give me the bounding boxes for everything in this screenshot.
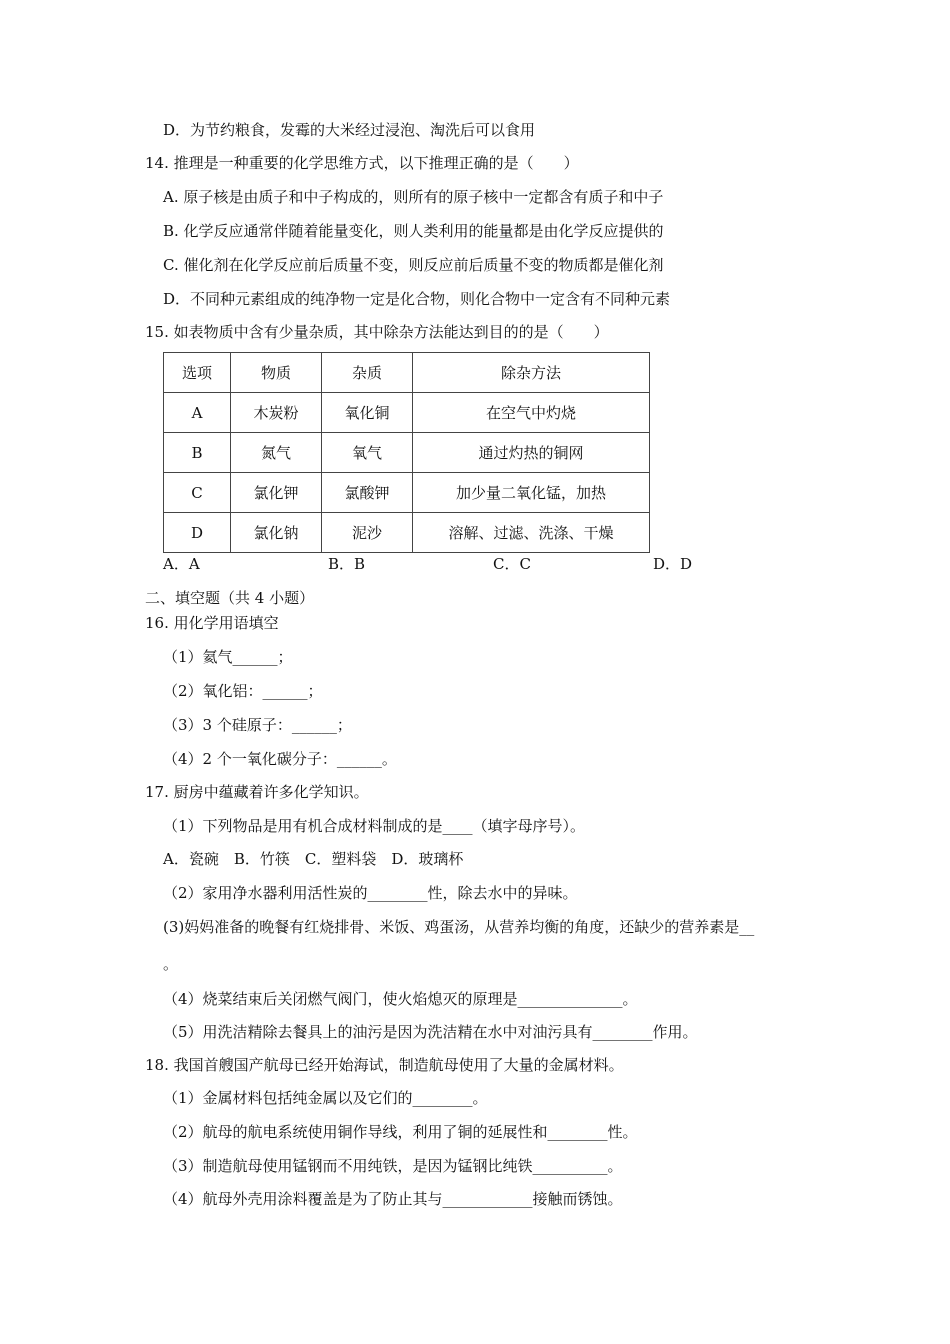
q17-part5: （5）用洗洁精除去餐具上的油污是因为洗洁精在水中对油污具有________作用。 [163,1023,698,1041]
table-header: 杂质 [322,353,413,393]
q17-stem: 17. 厨房中蕴藏着许多化学知识。 [145,783,369,801]
q18-part4: （4）航母外壳用涂料覆盖是为了防止其与____________接触而锈蚀。 [163,1190,623,1208]
q16-part3: （3）3 个硅原子：______； [163,716,352,734]
table-header: 除杂方法 [413,353,650,393]
q17-part1: （1）下列物品是用有机合成材料制成的是____（填字母序号）。 [163,817,586,835]
q14-option-b: B. 化学反应通常伴随着能量变化，则人类利用的能量都是由化学反应提供的 [163,222,664,240]
table-header: 物质 [231,353,322,393]
table-header-row [164,353,650,393]
table-cell: 氯化钠 [231,513,322,553]
q15-stem: 15. 如表物质中含有少量杂质，其中除杂方法能达到目的的是（ ） [145,323,609,341]
q14-option-d: D．不同种元素组成的纯净物一定是化合物，则化合物中一定含有不同种元素 [163,290,671,308]
q14-stem: 14. 推理是一种重要的化学思维方式，以下推理正确的是（ ） [145,154,579,172]
q17-part3: (3)妈妈准备的晚餐有红烧排骨、米饭、鸡蛋汤，从营养均衡的角度，还缺少的营养素是__ [163,918,755,936]
q14-option-c: C. 催化剂在化学反应前后质量不变，则反应前后质量不变的物质都是催化剂 [163,256,664,274]
table-cell: 加少量二氧化锰，加热 [413,473,650,513]
table-cell: B [164,433,231,473]
section-title: 二、填空题（共 4 小题） [145,589,315,607]
q13-option-d: D．为节约粮食，发霉的大米经过浸泡、淘洗后可以食用 [163,121,536,139]
q15-choice-b: B．B [328,555,366,573]
q16-part4: （4）2 个一氧化碳分子：______。 [163,750,397,768]
table-cell: 氯酸钾 [322,473,413,513]
q18-part3: （3）制造航母使用锰钢而不用纯铁，是因为锰钢比纯铁__________。 [163,1157,623,1175]
q18-part1: （1）金属材料包括纯金属以及它们的________。 [163,1089,488,1107]
q18-stem: 18. 我国首艘国产航母已经开始海试，制造航母使用了大量的金属材料。 [145,1056,624,1074]
q16-part2: （2）氧化铝：______； [163,682,323,700]
table-cell: 溶解、过滤、洗涤、干燥 [413,513,650,553]
q14-option-a: A. 原子核是由质子和中子构成的，则所有的原子核中一定都含有质子和中子 [163,188,664,206]
table-header: 选项 [164,353,231,393]
q15-choice-d: D．D [653,555,693,573]
table-cell: 通过灼热的铜网 [413,433,650,473]
q17-part4: （4）烧菜结束后关闭燃气阀门，使火焰熄灭的原理是______________。 [163,990,638,1008]
table-cell: 氧气 [322,433,413,473]
table-cell: 氯化钾 [231,473,322,513]
q17-part2: （2）家用净水器利用活性炭的________性，除去水中的异味。 [163,884,578,902]
table-row [164,473,650,513]
q15-choice-c: C．C [493,555,531,573]
table-cell: 泥沙 [322,513,413,553]
table-row [164,433,650,473]
impurity-table [163,352,650,553]
q17-part1-options: A．瓷碗 B．竹筷 C．塑料袋 D．玻璃杯 [163,850,464,868]
table-cell: D [164,513,231,553]
table-cell: A [164,393,231,433]
table-cell: C [164,473,231,513]
q15-choices [163,554,723,574]
q15-choice-a: A．A [163,555,200,573]
q16-part1: （1）氦气______； [163,648,293,666]
q16-stem: 16. 用化学用语填空 [145,614,279,632]
table-cell: 氧化铜 [322,393,413,433]
table-row [164,393,650,433]
table-row [164,513,650,553]
q18-part2: （2）航母的航电系统使用铜作导线，利用了铜的延展性和________性。 [163,1123,638,1141]
q17-part3-end: 。 [163,955,179,973]
table-cell: 在空气中灼烧 [413,393,650,433]
table-cell: 木炭粉 [231,393,322,433]
table-cell: 氮气 [231,433,322,473]
